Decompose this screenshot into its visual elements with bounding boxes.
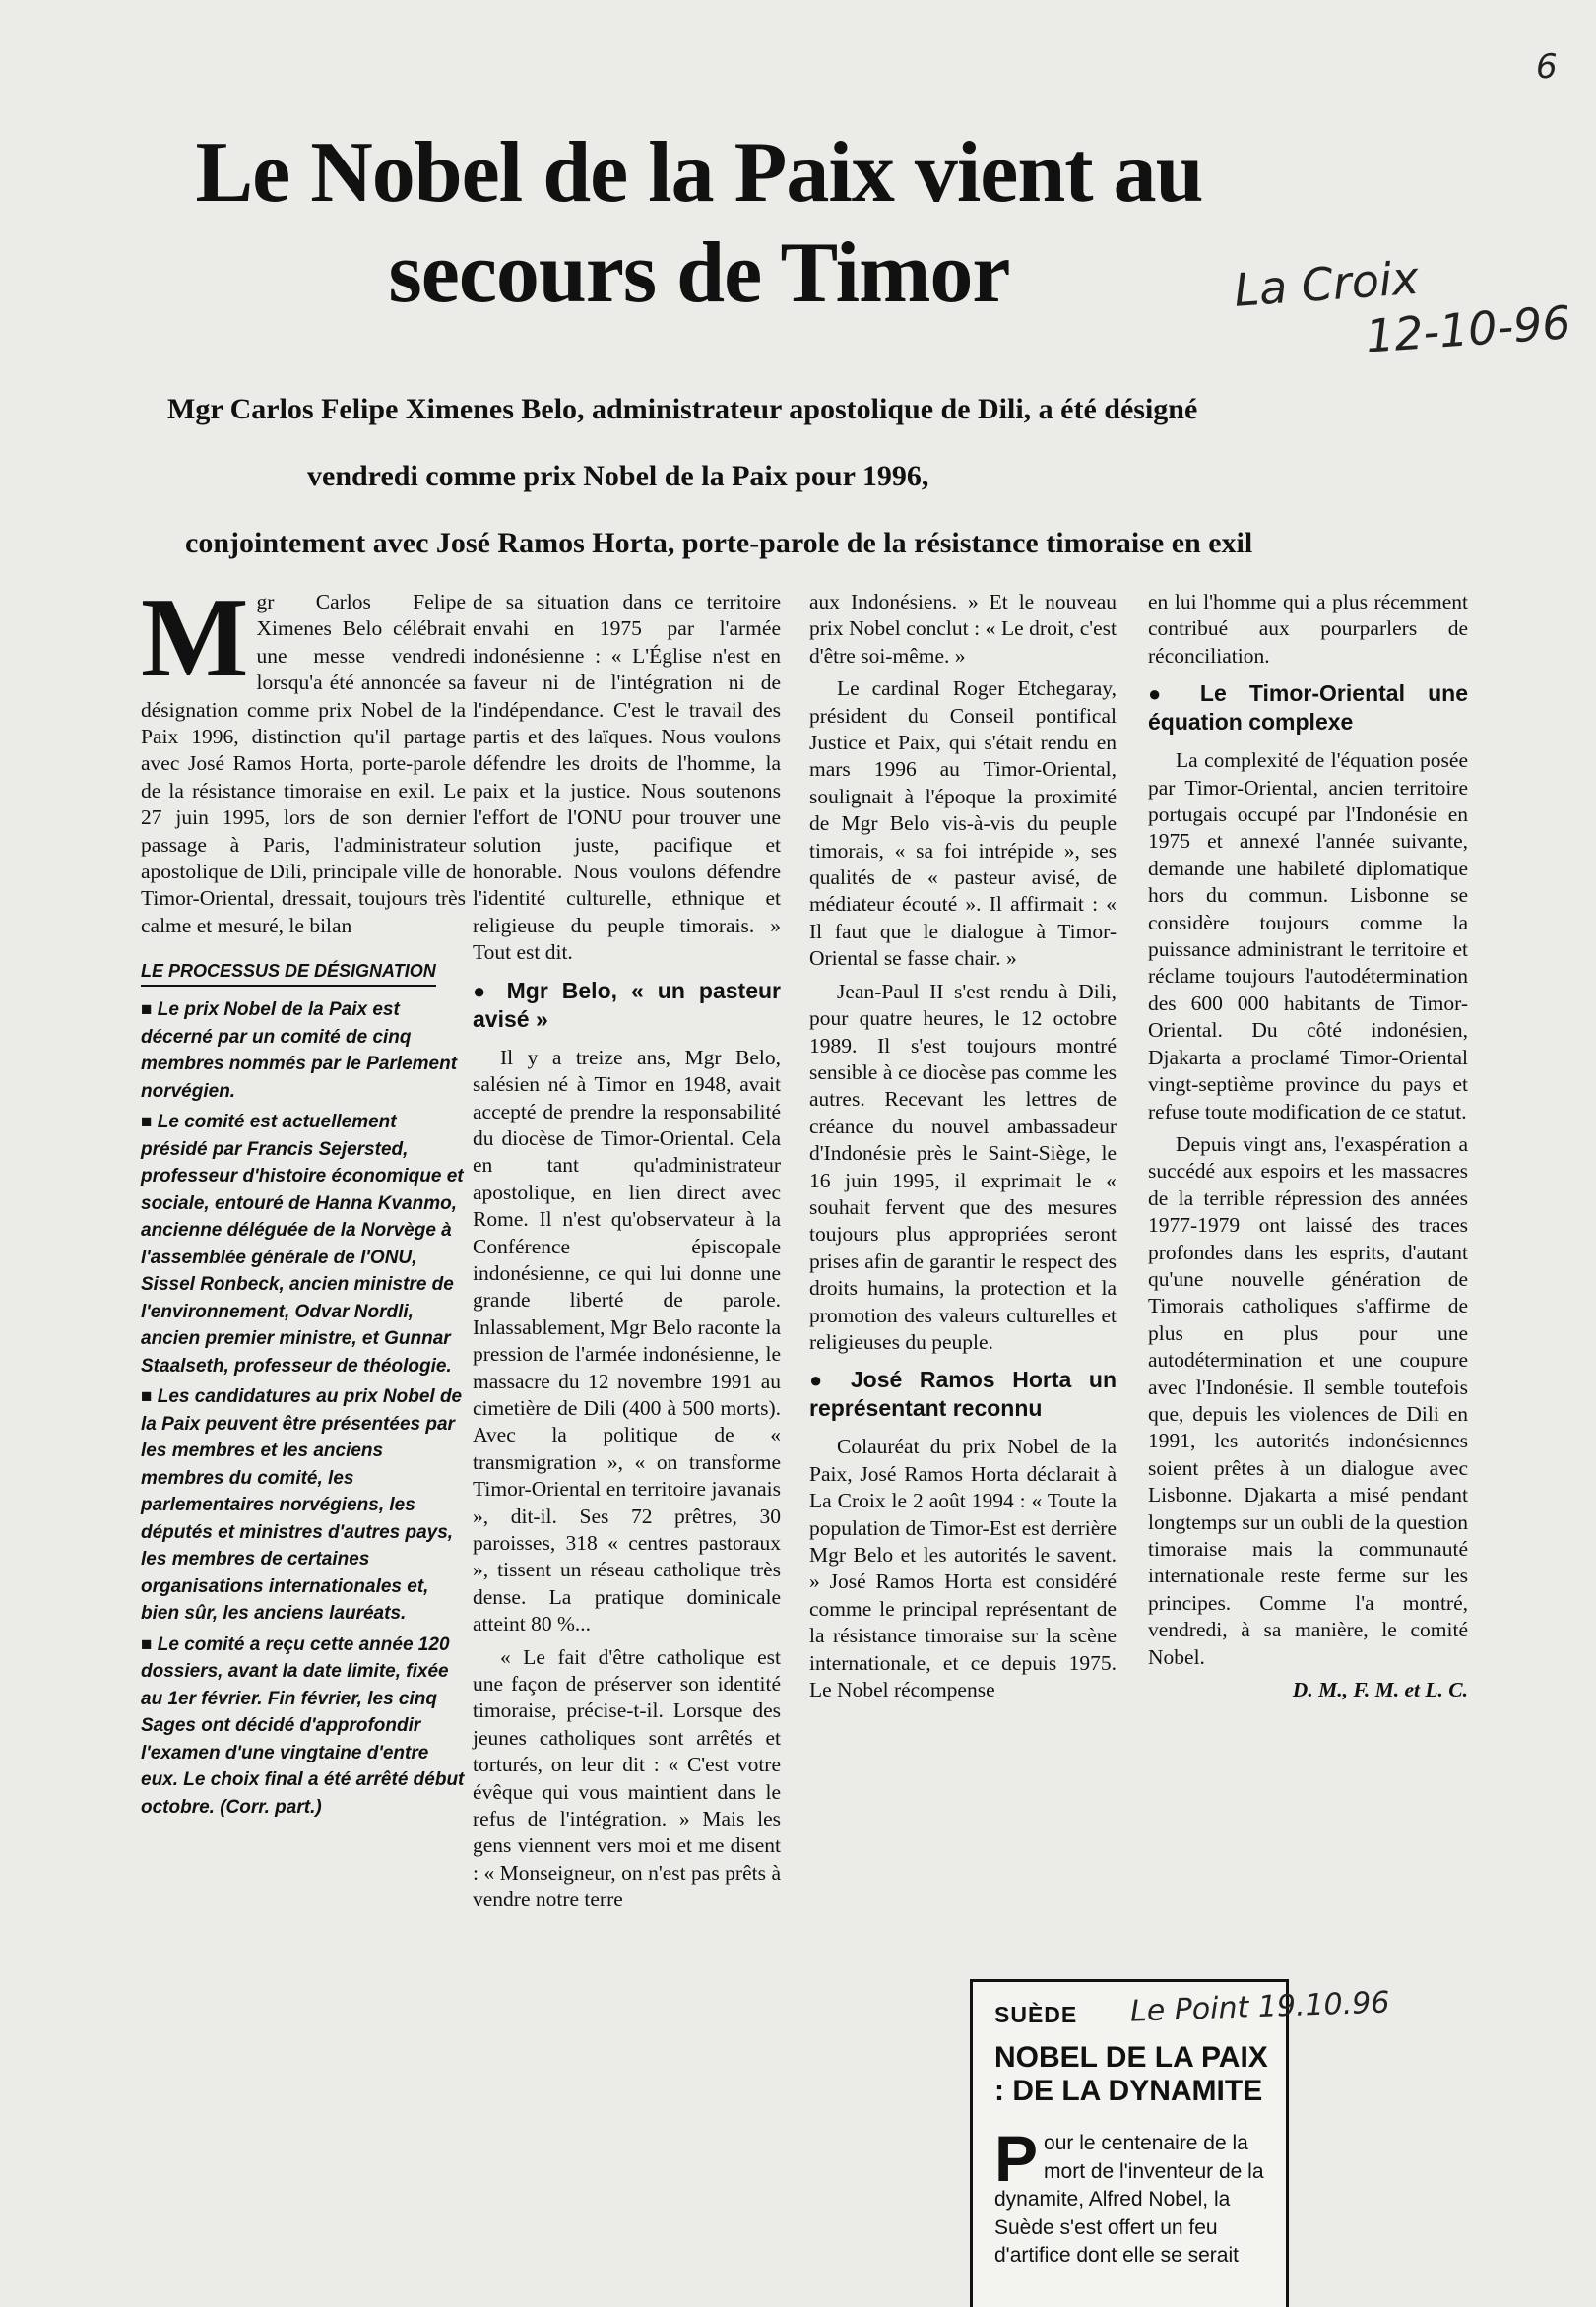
article-column-1 [141,575,466,1825]
source-date: 12-10-96 [1364,295,1573,363]
source-publication: La Croix [1232,250,1421,317]
sidebar-item: ■ Le comité est actuellement présidé par Francis Sejersted, professeur d'histoire économique et sociale, entouré de Hanna Kvanmo, ancienne déléguée de la Norvège à l'assemblée générale de l'ONU, Sissel Ronbeck, ancien ministre de l'environnement, Odvar Nordli, ancien premier ministre, et Gunnar Staalseth, professeur de théologie. [141,1112,464,1377]
article-paragraph: La complexité de l'équation posée par Timor-Oriental, ancien territoire portugais occupé par l'Indonésie en 1975 et annexé l'année suivante, demande une habileté diplomatique hors du commun. Lisbonne se considère toujours comme la puissance administrant le territoire et réclame toujours l'autodétermination des 600 000 habitants de Timor-Oriental. Du côté indonésien, Djakarta a proclamé Timor-Oriental vingt-septième province du pays et refuse toute modification de ce statut. [1148,748,1468,1123]
box-text-body: our le centenaire de la mort de l'inventeur de la dynamite, Alfred Nobel, la Suède s'est offert un feu d'artifice dont elle se serait [994,2132,1264,2267]
lede-line-1: Mgr Carlos Felipe Ximenes Belo, administrateur apostolique de Dili, a été désigné [167,393,1198,425]
sidebar-item: ■ Les candidatures au prix Nobel de la Paix peuvent être présentées par les membres et les anciens membres du comité, les parlementaires norvégiens, les députés et ministres d'autres pays, les membres de certaines organisations internationales et, bien sûr, les anciens lauréats. [141,1386,463,1625]
article-column-2 [473,589,781,1920]
box-kicker: SUÈDE [994,2002,1078,2027]
subhead-text: José Ramos Horta un représentant reconnu [809,1367,1117,1422]
box-title: NOBEL DE LA PAIX : DE LA DYNAMITE [994,2041,1268,2107]
article-column-4 [1148,589,1468,1703]
article-column-3 [809,589,1117,1709]
section-subhead [809,1366,1117,1422]
article-paragraph: Jean-Paul II s'est rendu à Dili, pour quatre heures, le 12 octobre 1989. Il s'est toujours montré sensible à ce diocèse pas comme les autres. Recevant les lettres de créance du nouvel ambassadeur d'Indonésie près le Saint-Siège, le 16 juin 1995, il exprimait le « souhait fervent que des mesures toujours plus appropriées seront prises afin de garantir le respect des droits humains, la protection et la promotion des valeurs culturelles et religieuses du peuple. [809,979,1117,1354]
sidebar-item: ■ Le comité a reçu cette année 120 dossiers, avant la date limite, fixée au 1er février. Fin février, les cinq Sages ont décidé d'approfondir l'examen d'une vingtaine d'entre eux. Le choix final a été arrêté début octobre. (Corr. part.) [141,1634,465,1818]
article-paragraph [141,575,466,939]
article-paragraph: aux Indonésiens. » Et le nouveau prix Nobel conclut : « Le droit, c'est d'être soi-même. » [809,590,1117,668]
designation-process-sidebar [141,945,466,1821]
sidebar-item: ■ Le prix Nobel de la Paix est décerné par un comité de cinq membres nommés par le Parlement norvégien. [141,999,458,1102]
sweden-news-box [970,1979,1390,2307]
bullet-dot-icon: ● [1148,681,1200,707]
article-paragraph: de sa situation dans ce territoire envahi en 1975 par l'armée indonésienne : « L'Église n'est en faveur ni de l'intégration ni de l'indépendance. C'est le travail des partis et des laïques. Nous voulons défendre les droits de l'homme, la paix et la justice. Nous soutenons l'effort de l'ONU pour trouver une solution juste, pacifique et honorable. Nous voulons défendre l'identité culturelle, ethnique et religieuse du peuple timorais. » Tout est dit. [473,590,781,965]
bullet-dot-icon: ● [809,1368,851,1393]
article-paragraph: Le cardinal Roger Etchegaray, président du Conseil pontifical Justice et Paix, qui s'était rendu en mars 1996 au Timor-Oriental, soulignait à l'époque la proximité de Mgr Belo vis-à-vis du peuple timorais, « sa foi intrépide », ses qualités de « pasteur avisé, de médiateur écouté ». Il affirmait : « Il faut que le dialogue à Timor-Oriental se fasse chair. » [809,676,1117,971]
lede-line-3: conjointement avec José Ramos Horta, porte-parole de la résistance timoraise en exil [185,527,1253,559]
section-subhead [1148,679,1468,736]
paragraph-text: gr Carlos Felipe Ximenes Belo célébrait une messe vendredi lorsqu'a été annoncée sa désignation comme prix Nobel de la Paix 1996, distinction qu'il partage avec José Ramos Horta, porte-parole de la résistance timoraise en exil. Le 27 juin 1995, lors de son dernier passage à Paris, l'administrateur apostolique de Dili, principale ville de Timor-Oriental, dressait, toujours très calme et mesuré, le bilan [141,590,466,937]
drop-cap: P [994,2122,1039,2195]
drop-cap: M [141,575,249,701]
handwritten-box-source: Le Point 19.10.96 [1129,1985,1390,2029]
article-paragraph: Colauréat du prix Nobel de la Paix, José Ramos Horta déclarait à La Croix le 2 août 1994 : « Toute la population de Timor-Est est derrière Mgr Belo et les autorités le savent. » José Ramos Horta est considéré comme le principal représentant de la résistance timoraise sur la scène internationale, et ce depuis 1975. Le Nobel récompense [809,1435,1117,1702]
article-paragraph: Il y a treize ans, Mgr Belo, salésien né à Timor en 1948, avait accepté de prendre la responsabilité du diocèse de Timor-Oriental. Cela en tant qu'administrateur apostolique, en lien direct avec Rome. Il n'est qu'observateur à la Conférence épiscopale indonésienne, ce qui lui donne une grande liberté de parole. Inlassablement, Mgr Belo raconte la pression de l'armée indonésienne, le massacre du 12 novembre 1991 au cimetière de Dili (400 à 500 morts). Avec la politique de « transmigration », « on transforme Timor-Oriental en territoire javanais », dit-il. Ses 72 prêtres, 30 paroisses, 318 « centres pastoraux », tissent un réseau catholique très dense. La pratique dominicale atteint 80 %... [473,1045,781,1636]
section-subhead [473,977,781,1033]
article-paragraph: en lui l'homme qui a plus récemment contribué aux pourparlers de réconciliation. [1148,590,1468,668]
sidebar-heading: LE PROCESSUS DE DÉSIGNATION [141,959,436,987]
author-signature: D. M., F. M. et L. C. [1292,1678,1468,1702]
article-paragraph: Depuis vingt ans, l'exaspération a succédé aux espoirs et les massacres de la terrible répression des années 1977-1979 ont laissé des traces profondes dans les esprits, d'autant qu'une nouvelle génération de Timorais catholiques s'affirme de plus en plus pour une autodétermination et une coupure avec l'Indonésie. Il semble toutefois que, depuis les violences de Dili en 1991, les autorités indonésiennes soient prêtes à un dialogue avec Lisbonne. Djakarta a misé pendant longtemps sur un oubli de la question timoraise mais la communauté internationale reste ferme sur les principes. Comme l'a montré, vendredi, à sa manière, le comité Nobel. [1148,1131,1468,1669]
headline: Le Nobel de la Paix vient au secours de Timor [195,125,1203,321]
handwritten-source-note [1233,239,1573,372]
page-number: 6 [1536,47,1558,87]
subhead-text: Le Timor-Oriental une équation complexe [1148,680,1468,736]
bullet-dot-icon: ● [473,978,507,1003]
subhead-text: Mgr Belo, « un pasteur avisé » [473,977,781,1032]
box-text [994,2122,1275,2271]
lede-line-2: vendredi comme prix Nobel de la Paix pour 1996, [307,460,929,492]
article-paragraph: « Le fait d'être catholique est une façon de préserver son identité timoraise, précise-t-il. Lorsque des jeunes catholiques sont arrêtés et torturés, on leur dit : « C'est votre évêque qui vous maintient dans le refus de l'intégration. » Mais les gens viennent vers moi et me disent : « Monseigneur, on n'est pas prêts à vendre notre terre [473,1644,781,1912]
